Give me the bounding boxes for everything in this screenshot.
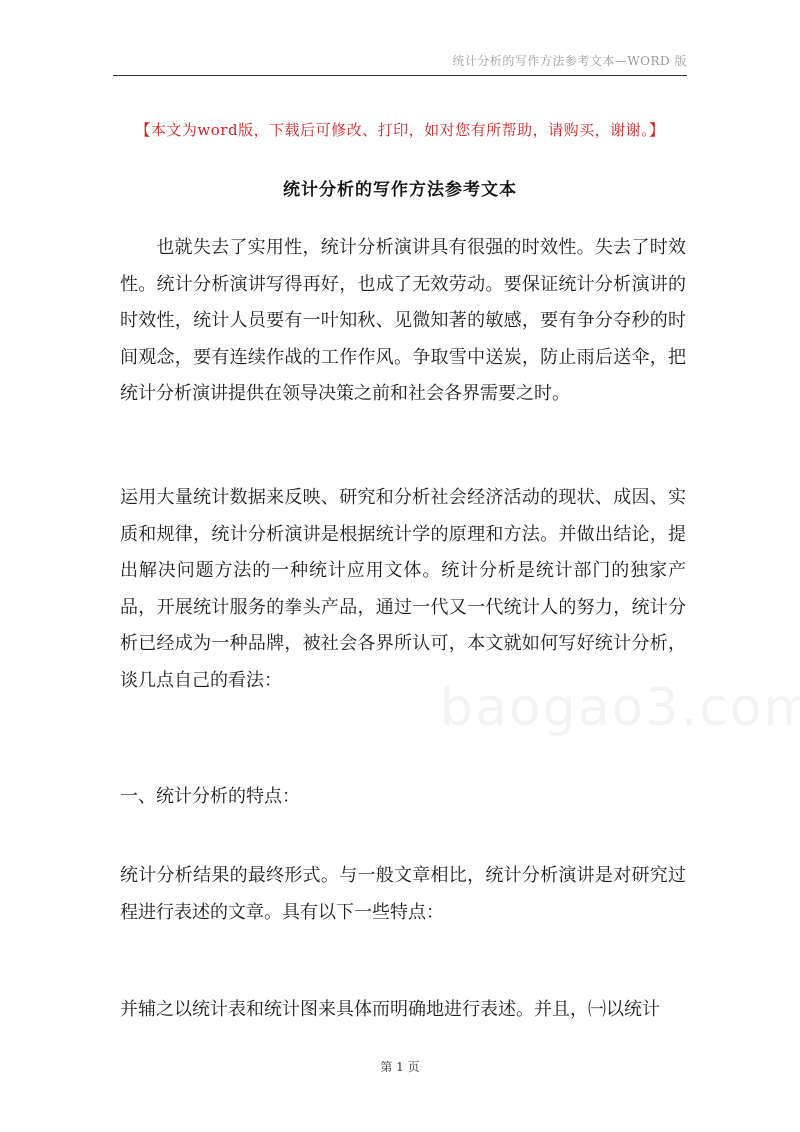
document-title: 统计分析的写作方法参考文本 — [283, 180, 517, 200]
running-header: 统计分析的写作方法参考文本—WORD 版 — [452, 54, 687, 68]
section-heading — [120, 779, 686, 816]
paragraph-1-text: 也就失去了实用性，统计分析演讲具有很强的时效性。失去了时效性。统计分析演讲写得再好，也成了无效劳动。要保证统计分析演讲的时效性，统计人员要有一叶知秋、见微知著的敏感，要有争分夺秒的时间观念，要有连续作战的工作作风。争取雪中送炭，防止雨后送伞，把统计分析演讲提供在领导决策之前和社会各界需要之时。 — [120, 237, 686, 405]
page-number: 第 1 页 — [380, 1060, 420, 1074]
section-heading-text: 一、统计分析的特点： — [120, 786, 300, 807]
paragraph-3-text: 统计分析结果的最终形式。与一般文章相比，统计分析演讲是对研究过程进行表述的文章。具有以下一些特点： — [120, 865, 686, 923]
purchase-notice: 【本文为word版，下载后可修改、打印，如对您有所帮助，请购买，谢谢。】 — [135, 121, 665, 139]
paragraph-2 — [120, 480, 686, 700]
paragraph-3 — [120, 858, 686, 931]
paragraph-4 — [120, 992, 686, 1029]
paragraph-1 — [120, 230, 686, 413]
paragraph-2-text: 运用大量统计数据来反映、研究和分析社会经济活动的现状、成因、实质和规律，统计分析演讲是根据统计学的原理和方法。并做出结论，提出解决问题方法的一种统计应用文体。统计分析是统计部门的独家产品，开展统计服务的拳头产品，通过一代又一代统计人的努力，统计分析已经成为一种品牌，被社会各界所认可，本文就如何写好统计分析，谈几点自己的看法： — [120, 487, 686, 691]
paragraph-4-text: 并辅之以统计表和统计图来具体而明确地进行表述。并且，㈠以统计 — [120, 999, 660, 1020]
header-divider — [113, 75, 687, 76]
